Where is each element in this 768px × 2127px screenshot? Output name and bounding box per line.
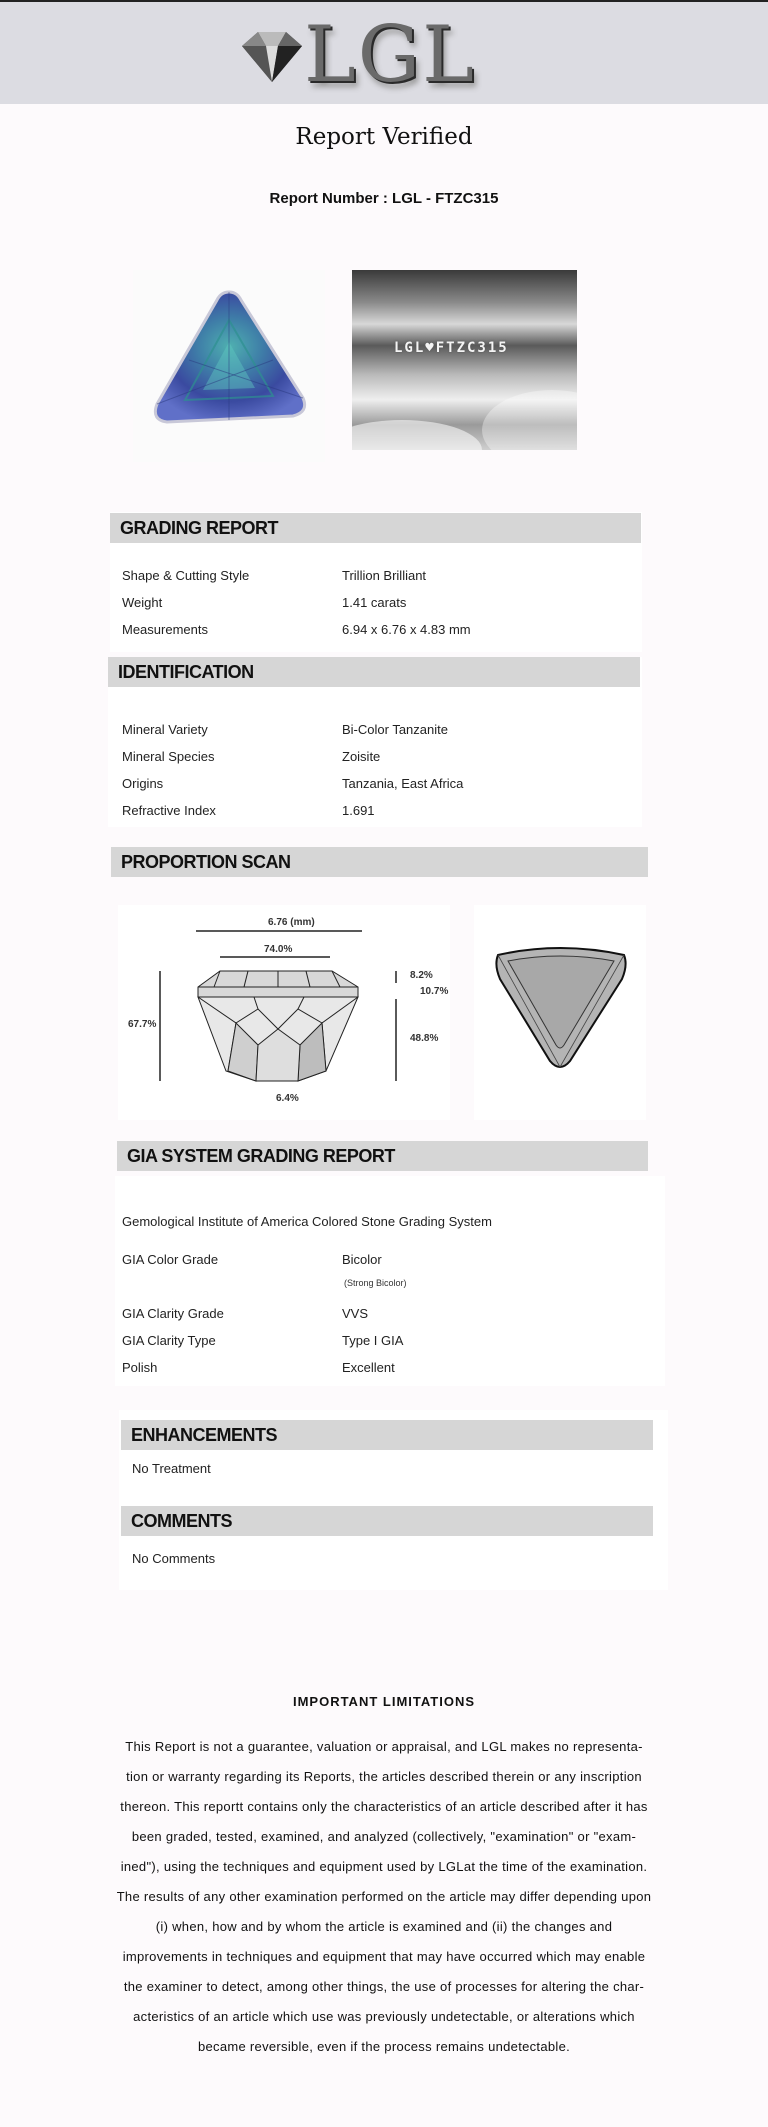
label-origins: Origins [122, 776, 164, 791]
diamond-icon [236, 28, 306, 84]
limitations-body: This Report is not a guarantee, valuation or appraisal, and LGL makes no representa-tion or warranty regarding its Reports, the articles described therein or any inscription thereon. This reportt contains only the characteristics of an article described after it has been graded, tested, examined, and analyzed (collectively, "examination" or "exam-ined"), using the techniques and equipment used by LGLat the time of the examination. The results of any other examination performed on the article may differ depending upon (i) when, how and by whom the article is examined and (ii) the changes and improvements in techniques and equipment that may have occurred which may enable the examiner to detect, among other things, the use of processes for altering the char-acteristics of an article which use was previously undetectable, or alterations which became reversible, even if the process remains undetectable. [116, 1739, 652, 2054]
value-polish: Excellent [342, 1360, 395, 1375]
table-label: 74.0% [264, 944, 293, 955]
gia-header [117, 1141, 648, 1171]
row-mineral-species [122, 749, 622, 769]
crown-label: 8.2% [410, 970, 433, 981]
row-origins [122, 776, 622, 796]
comments-title: COMMENTS [131, 1511, 232, 1531]
label-mineral-species: Mineral Species [122, 749, 215, 764]
label-measurements: Measurements [122, 622, 208, 637]
width-label: 6.76 (mm) [268, 917, 315, 928]
row-gia-color [122, 1252, 622, 1272]
row-shape [122, 568, 622, 588]
page-title: Report Verified [295, 124, 473, 150]
label-polish: Polish [122, 1360, 158, 1375]
depth-label: 67.7% [128, 1019, 157, 1030]
value-measurements: 6.94 x 6.76 x 4.83 mm [342, 622, 471, 637]
enhancements-header [121, 1420, 653, 1450]
gia-title: GIA SYSTEM GRADING REPORT [127, 1146, 395, 1166]
comments-value: No Comments [132, 1551, 216, 1566]
girdle-label: 10.7% [420, 986, 449, 997]
identification-header [108, 657, 640, 687]
row-mineral-variety [122, 722, 622, 742]
header [0, 2, 768, 104]
lgl-logo [232, 10, 492, 100]
identification-title: IDENTIFICATION [118, 662, 254, 682]
label-mineral-variety: Mineral Variety [122, 722, 208, 737]
value-gia-clarity-grade: VVS [342, 1306, 369, 1321]
label-shape: Shape & Cutting Style [122, 568, 250, 583]
value-weight: 1.41 carats [342, 595, 407, 610]
side-profile-diagram [118, 905, 450, 1120]
row-measurements [122, 622, 622, 642]
row-refractive-index [122, 803, 622, 823]
report-number: Report Number : LGL - FTZC315 [269, 190, 499, 207]
value-mineral-variety: Bi-Color Tanzanite [342, 722, 448, 737]
comments-header [121, 1506, 653, 1536]
top-view-diagram [474, 905, 646, 1120]
proportion-scan-header [111, 847, 648, 877]
label-gia-clarity-grade: GIA Clarity Grade [122, 1306, 224, 1321]
value-mineral-species: Zoisite [342, 749, 381, 764]
limitations-title: IMPORTANT LIMITATIONS [292, 1694, 476, 1709]
label-refractive-index: Refractive Index [122, 803, 216, 818]
value-shape: Trillion Brilliant [342, 568, 427, 583]
row-polish [122, 1360, 622, 1380]
logo-text: LGL [304, 10, 476, 100]
value-refractive-index: 1.691 [342, 803, 375, 818]
value-gia-clarity-type: Type I GIA [342, 1333, 404, 1348]
grading-report-header [110, 513, 641, 543]
proportion-scan-title: PROPORTION SCAN [121, 852, 291, 872]
enhancements-value: No Treatment [132, 1461, 211, 1476]
row-gia-clarity-type [122, 1333, 622, 1353]
gia-subtitle: Gemological Institute of America Colored Stone Grading System [122, 1214, 492, 1229]
label-gia-color: GIA Color Grade [122, 1252, 219, 1267]
grading-report-title: GRADING REPORT [120, 518, 279, 538]
laser-inscription: LGL♥FTZC315 [394, 340, 509, 356]
label-gia-clarity-type: GIA Clarity Type [122, 1333, 216, 1348]
culet-label: 6.4% [276, 1093, 299, 1104]
inscription-photo [352, 270, 577, 450]
value-origins: Tanzania, East Africa [342, 776, 464, 791]
value-gia-color: Bicolor [342, 1252, 382, 1267]
enhancements-title: ENHANCEMENTS [131, 1425, 278, 1445]
row-gia-clarity-grade [122, 1306, 622, 1326]
gemstone-photo [133, 270, 325, 462]
row-weight [122, 595, 622, 615]
pavilion-label: 48.8% [410, 1033, 439, 1044]
label-weight: Weight [122, 595, 163, 610]
gia-color-note: (Strong Bicolor) [344, 1278, 407, 1288]
